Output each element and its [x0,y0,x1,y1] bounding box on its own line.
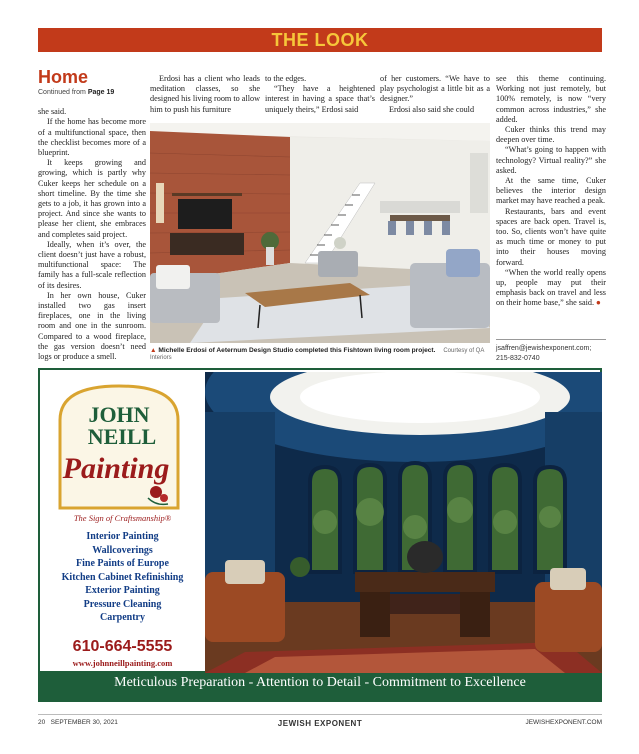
ad-website-link[interactable]: www.johnneillpainting.com [72,658,173,668]
paragraph: of her customers. “We have to play psychologist a little bit as a designer.” [380,74,490,104]
paragraph: It keeps growing and growing, which is partly why Cuker keeps her schedule on a short timeline. By the time she gets to a job, it has grown into a project. And since she wants to please her client, she embraces and completes said project. [38,158,146,239]
service-item: Fine Paints of Europe [76,558,169,569]
office-room-photo [205,372,602,673]
page-number: 20 [38,719,46,726]
photo-credit: Courtesy of QA Interiors [150,348,484,361]
company-logo [48,380,190,515]
john-neill-painting-ad[interactable] [38,368,602,702]
author-email[interactable]: jsaffren@jewishexponent.com; [496,345,592,352]
svg-text:NEILL: NEILL [87,424,157,449]
ad-slogan: The Sign of Craftsmanship® [73,513,172,523]
issue-date: SEPTEMBER 30, 2021 [50,719,118,726]
paragraph: “They have a heightened interest in having a space that’s uniquely theirs,” Erdosi said [265,84,375,114]
photo-caption [150,347,495,361]
paragraph: she said. [38,107,67,117]
author-contact [496,339,606,364]
living-room-photo [150,123,490,343]
paragraph: see this theme continuing. Working not just remotely, but 100% remotely, is now “very common across industries,” she added. [496,74,606,124]
page-footer [38,714,602,726]
end-mark: ● [596,298,601,308]
service-item: Wallcoverings [92,544,153,556]
paragraph: At the same time, Cuker believes the interior design market may have reached a peak. [496,176,606,206]
banner-title: THE LOOK [271,29,369,50]
continued-page-link[interactable]: Page 19 [87,89,115,96]
caption-text: Michelle Erdosi of Aeternum Design Studio completed this Fishtown living room project. [158,347,436,354]
article-column-5 [496,74,606,309]
svg-text:JOHN: JOHN [88,402,150,427]
paragraph: Erdosi has a client who leads meditation classes, so she designed his living room to allow him to push his furniture [150,74,260,114]
paragraph: to the edges. [265,74,307,83]
paragraph: Ideally, when it’s over, the client doesn’t just have a robust, multifunctional space: The family has a full-scale reflection of its desires. [38,239,146,290]
author-phone: 215-832-0740 [496,355,540,362]
paragraph: “What’s going to happen with technology? Virtual reality?” she asked. [496,145,606,175]
paragraph: In her own house, Cuker installed two gas insert fireplaces, one in the living room and one in the sunroom. Compared to a wood fireplace, the gas version doesn’t need logs or produce a smell. [38,290,146,362]
article-column-2 [150,74,260,115]
service-item: Pressure Cleaning [83,598,162,610]
paragraph: If the home has become more of a multifunctional space, then the checklist becomes more of a blueprint. [38,117,146,158]
article-column-3 [265,74,375,115]
service-item: Carpentry [100,612,145,623]
service-item: Exterior Painting [85,585,160,596]
service-item: Kitchen Cabinet Refinishing [61,571,184,583]
ad-tagline: Meticulous Preparation - Attention to Detail - Commitment to Excellence [114,675,526,690]
publication-name: JEWISH EXPONENT [277,719,363,728]
paragraph: “When the world really opens up, people may put their emphasis back on travel and less on their home base,” she said. ● [496,267,606,308]
caption-marker: ▲ [150,347,157,354]
paragraph: Restaurants, bars and event spaces are back open. Travel is, too. So, clients won’t have quite as much time or money to put into their houses moving forward. [496,206,606,267]
publication-website[interactable]: JEWISHEXPONENT.COM [525,719,602,726]
section-title: Home [38,67,89,87]
services-list [40,530,205,625]
svg-text:Painting: Painting [62,452,170,485]
service-item: Interior Painting [86,531,159,542]
ad-panel [40,370,600,671]
article-column-1 [38,67,146,362]
ad-phone-number[interactable]: 610-664-5555 [72,638,173,655]
section-banner [38,28,602,52]
article-column-4 [380,74,490,115]
continued-note: Continued from Page 19 [38,89,115,96]
paragraph: Erdosi also said she could [389,104,475,114]
paragraph: Cuker thinks this trend may deepen over time. [496,125,606,145]
